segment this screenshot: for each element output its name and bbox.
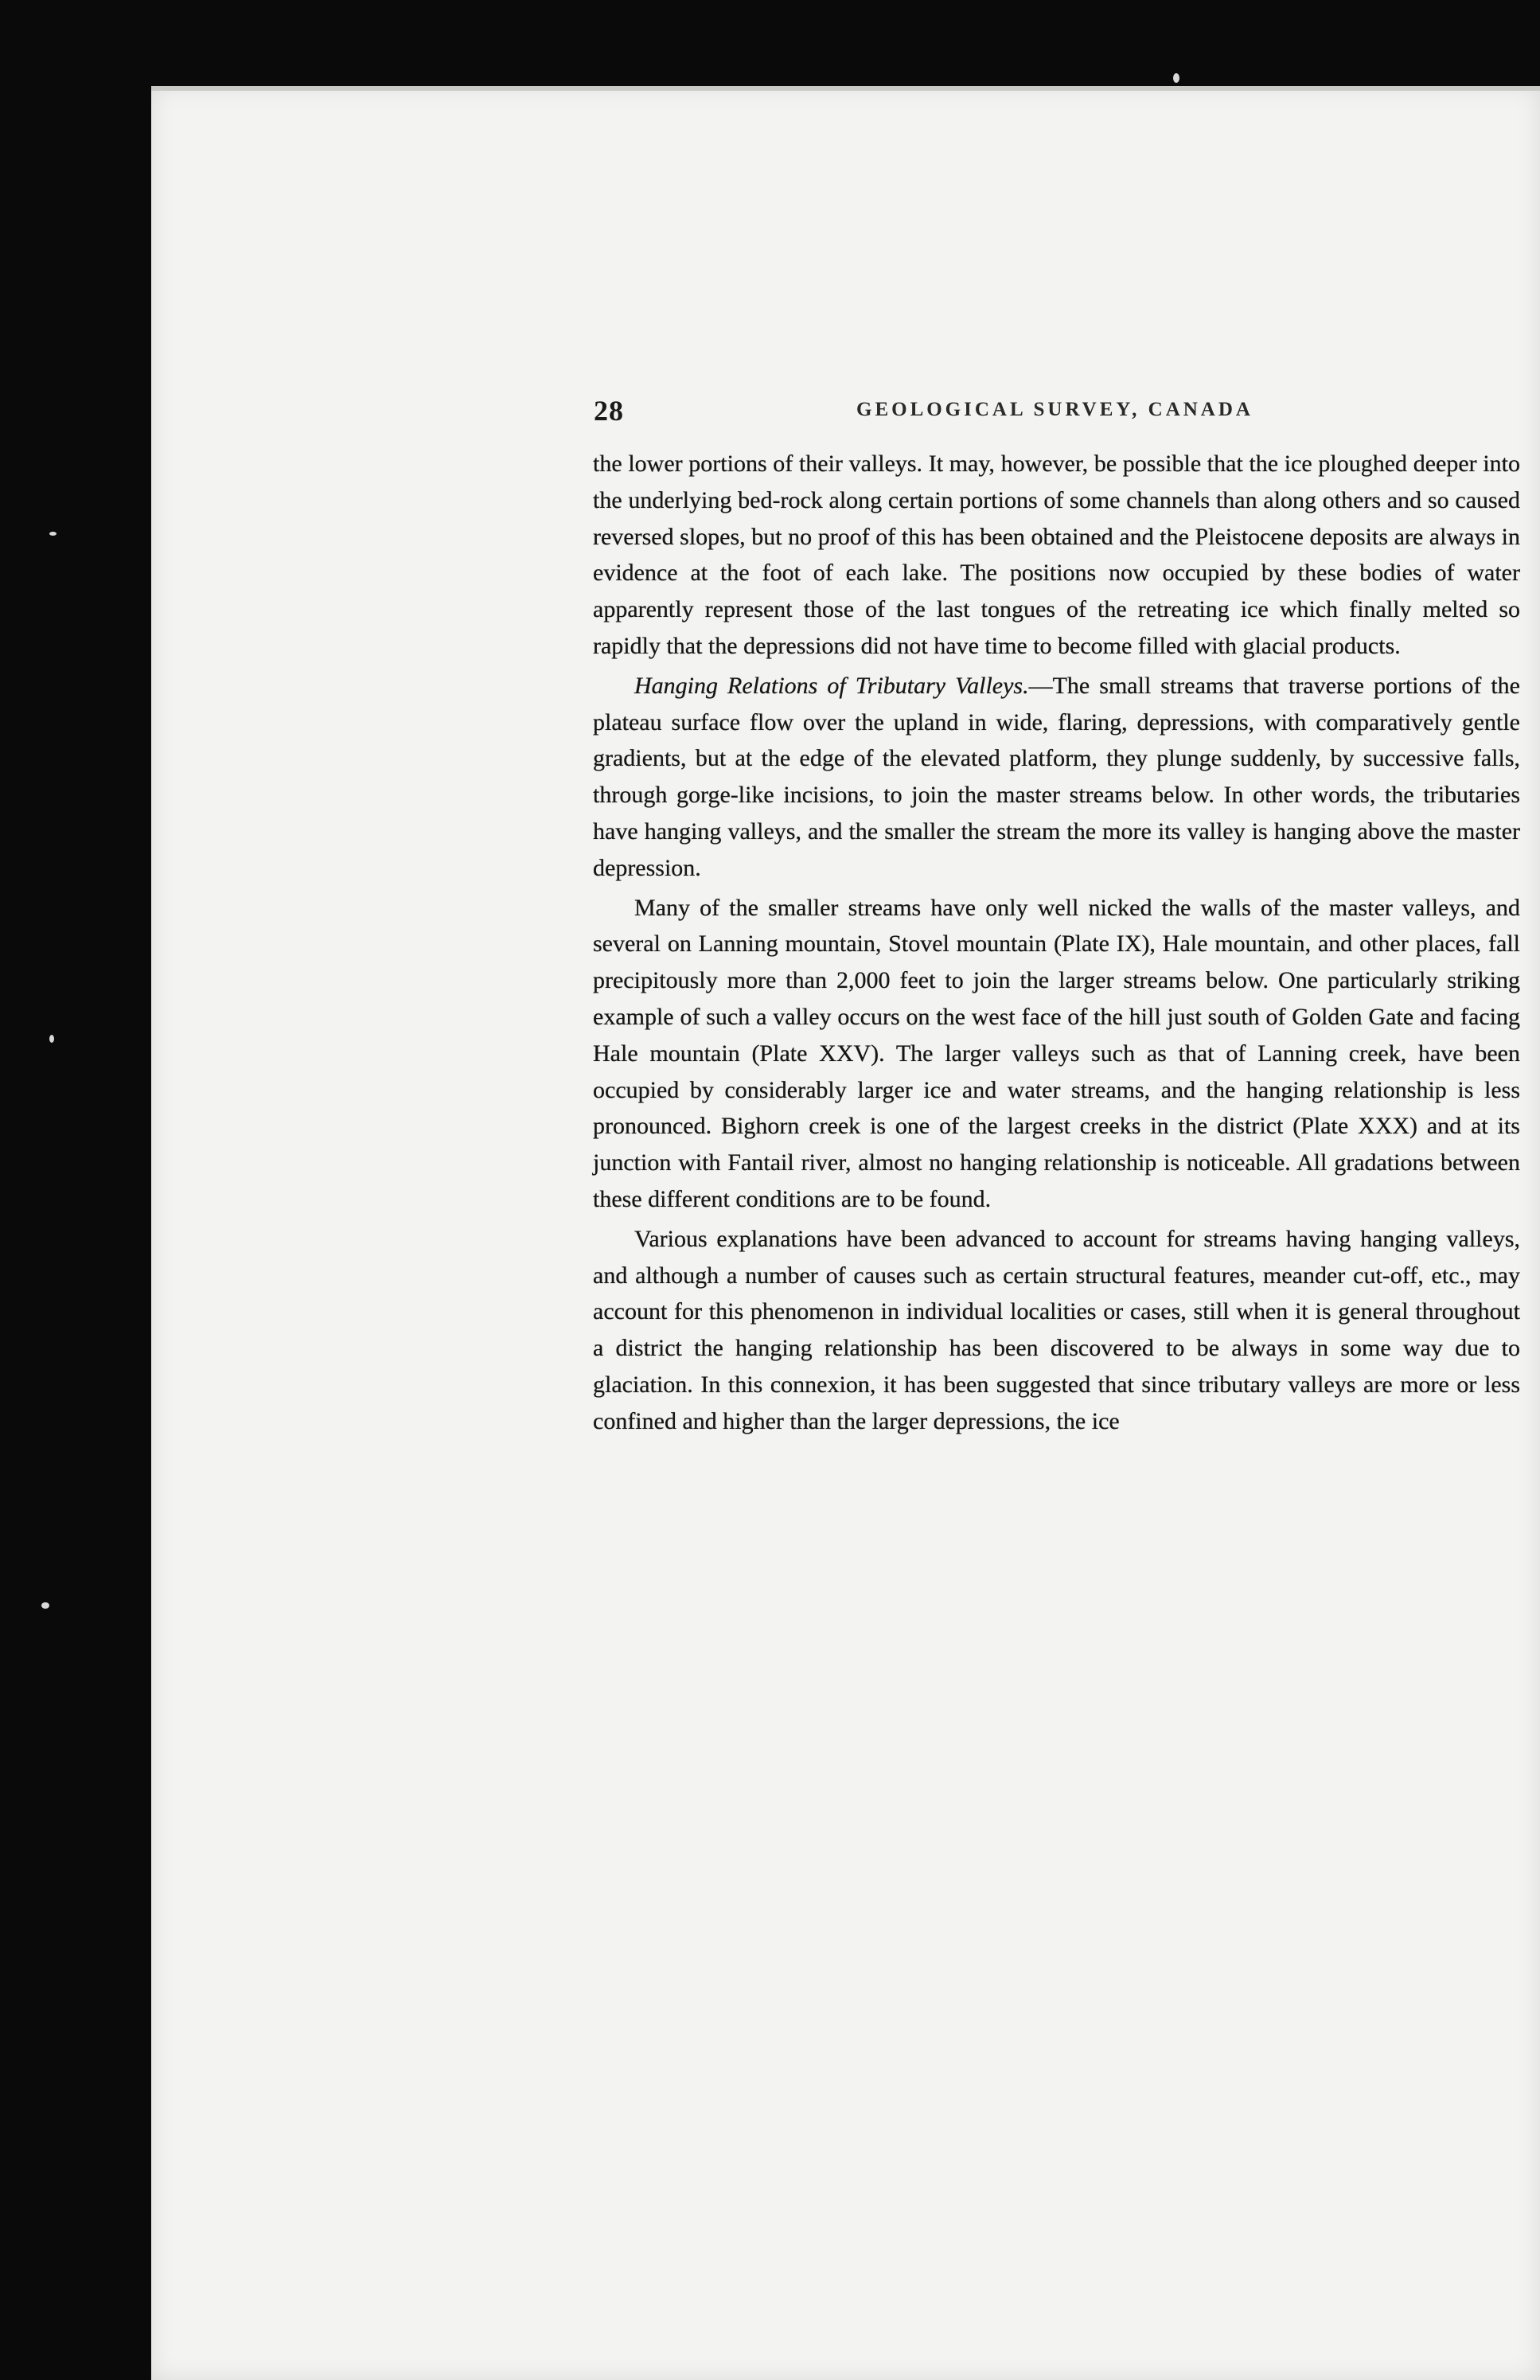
dust-speck <box>41 1602 49 1609</box>
dust-speck <box>49 1035 54 1043</box>
paragraph-2 <box>593 668 1520 887</box>
paragraph-4: Various explanations have been advanced to account for streams having hanging valleys, and although a number of causes such as certain structural features, meander cut-off, etc., may account for this phenomenon in individual localities or cases, still when it is general throughout a district the hanging relationship has been discovered to be always in some way due to glaciation. In this connexion, it has been suggested that since tributary valleys are more or less confined and higher than the larger depressions, the ice <box>593 1225 1520 1434</box>
paragraph-1: the lower portions of their valleys. It may, however, be possible that the ice ploughed deeper into the underlying bed-rock along certain portions of some channels than along others and so caused reversed slopes, but no proof of this has been obtained and the Pleistocene deposits are always in evidence at the foot of each lake. The positions now occupied by these bodies of water apparently represent those of the last tongues of the retreating ice which finally melted so rapidly that the depressions did not have time to become filled with glacial products. <box>593 451 1520 659</box>
page-top-edge <box>151 86 1540 91</box>
running-title: GEOLOGICAL SURVEY, CANADA <box>856 399 1253 420</box>
page-number: 28 <box>594 395 624 427</box>
paragraph-2-body: —The small streams that traverse portions of the plateau surface flow over the upland in wide, flaring, depressions, with comparatively gentle gradients, but at the edge of the elevated platform, they plunge suddenly, by successive falls, through gorge-like incisions, to join the master streams below. In other words, the tributaries have hanging valleys, and the smaller the stream the more its valley is hanging above the master depression. <box>593 672 1520 881</box>
dust-speck <box>1173 73 1179 83</box>
page-header <box>594 394 1501 434</box>
section-heading: Hanging Relations of Tributary Valleys. <box>634 672 1029 699</box>
paragraph-3: Many of the smaller streams have only well nicked the walls of the master valleys, and several on Lanning mountain, Stovel mountain (Plate IX), Hale mountain, and other places, fall precipitously more than 2,000 feet to join the larger streams below. One particularly striking example of such a valley occurs on the west face of the hill just south of Golden Gate and facing Hale mountain (Plate XXV). The larger valleys such as that of Lanning creek, have been occupied by considerably larger ice and water streams, and the hanging relationship is less pronounced. Bighorn creek is one of the largest creeks in the district (Plate XXX) and at its junction with Fantail river, almost no hanging relationship is noticeable. All gradations between these different conditions are to be found. <box>593 894 1520 1212</box>
dust-speck <box>49 532 57 536</box>
body-text <box>593 446 1520 1443</box>
